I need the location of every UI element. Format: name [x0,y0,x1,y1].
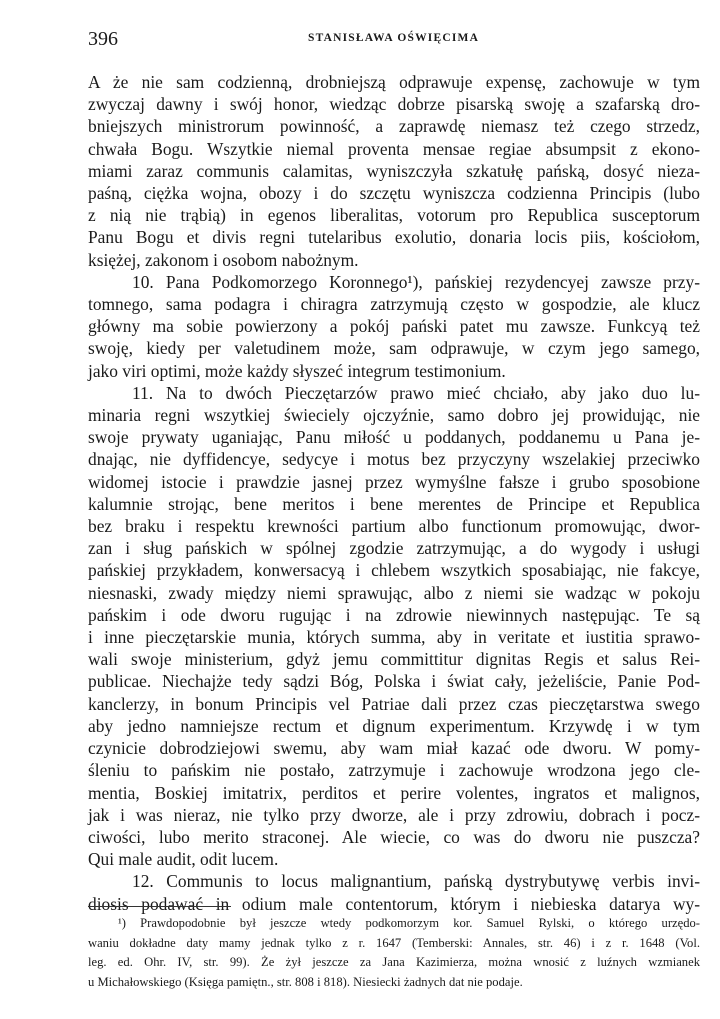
footnotes [88,914,700,992]
text-line: swoję, kiedy per valetudinem może, sam odprawuje, w czym jego samego, [88,338,700,359]
footnote-line: waniu dokładne daty mamy jednak tylko z r. 1647 (Temberski: Annales, str. 46) i z r. 1648 (Vol. [88,935,700,950]
text-line: pańskiej przykładem, konwersacyą i chlebem wszytkich sposabiając, nie fakcye, [88,560,700,581]
text-line: kanclerzy, in bonum Principis vel Patriae dali przez czas pieczętarstwa swego [88,693,700,714]
text-line: zan i sług pańskich w spólnej zgodzie zatrzymując, a do wygody i usługi [88,538,700,559]
paragraph-10-start: 10. Pana Podkomorzego Koronnego¹), pańskiej rezydencyej zawsze przy- [132,271,700,292]
footnote-line: u Michałowskiego (Księga pamiętn., str. 808 i 818). Niesiecki żadnych dat nie podaje. [88,974,523,989]
text-line: jako viri optimi, może każdy słyszeć integrum testimonium. [88,360,506,381]
text-line: chwała Bogu. Wszytkie niemal proventa mensae regiae absumpsit z ekono- [88,138,700,159]
text-line: ciwości, lubo merito straconej. Ale wiecie, co was do dworu nie puszcza? [88,826,700,847]
paragraph-11-start: 11. Na to dwóch Pieczętarzów prawo mieć chciało, aby jako duo lu- [132,382,700,403]
text-line: bez braku i respektu krewności partium albo functionum promowując, dwor- [88,516,700,537]
text-line: widomej istocie i prawdzie jasnej przez wymyślne fałsze i grubo sposobione [88,471,700,492]
text-line: kalumnie strojąc, bene meritos i bene merentes de Principe et Republica [88,493,700,514]
text-line: miami zaraz communis calamitas, wyniszczyła szkatułę pańską, dosyć nieza- [88,160,700,181]
running-title: STANISŁAWA OŚWIĘCIMA [308,32,480,44]
text-line: główny ma sobie powierzony a pokój pański patet mu zawsze. Funkcyą też [88,316,700,337]
text-line: swoje prywaty uganiając, Panu miłość u poddanych, poddanemu u Pana je- [88,427,700,448]
main-text [88,71,700,915]
text-line: wali swoje ministerium, gdyż jemu committitur dignitas Regis et salus Rei- [88,649,700,670]
text-line: jak i was nieraz, nie tylko przy dworze, ale i przy zdrowiu, dobrach i pocz- [88,804,700,825]
text-line: Panu Bogu et divis regni tutelaribus exolutio, donaria locis piis, kościołom, [88,227,700,248]
footnote-line: ¹) Prawdopodobnie był jeszcze wtedy podkomorzym kor. Samuel Rylski, o którego urzędo- [118,916,700,930]
text-line: bniejszych ministrorum powinność, a zaprawdę niemasz też czego strzedz, [88,116,700,137]
text-line: śleniu to pańskim nie postało, zatrzymuje i zachowuje wrodzona jego cle- [88,760,700,781]
text-line: aby jedno namniejsze rectum et dignum experimentum. Krzywdę i w tym [88,715,700,736]
text-line: z nią nie trąbią) in egenos liberalitas, votorum pro Republica susceptorum [88,205,700,226]
text-line: minaria regni wszytkiej świeciely ojczyźnie, samo dobro jej prowidując, nie [88,405,700,426]
text-line: zwyczaj dawny i swój honor, wiedząc dobrze pisarską swoję a szafarską dro- [88,94,700,115]
text-line: mentia, Boskiej imitatrix, perditos et perire volentes, ingratos et malignos, [88,782,700,803]
footnote-line: leg. ed. Ohr. IV, str. 99). Że żył jeszcze za Jana Kazimierza, można wnosić z luźnych wzmianek [88,955,700,970]
text-line: dnając, nie dyffidencye, sedycye i motus bez przyczyny wszelakiej przeciwko [88,449,700,470]
footnote-divider [88,906,231,907]
text-line: niesnaski, zwady między niemi sprawując, albo z niemi sie wadząc w pokoju [88,582,700,603]
text-line: i inne pieczętarskie munia, których summa, aby in veritate et iustitia sprawo- [88,627,700,648]
page-header [88,28,680,48]
paragraph-12-start: 12. Communis to locus malignantium, pańską dystrybutywę verbis invi- [132,871,700,892]
text-line: tomnego, sama podagra i chiragra zatrzymują często w gospodzie, ale klucz [88,294,700,315]
text-line: publicae. Niechajże tedy sądzi Bóg, Polska i świat cały, jeżeliście, Panie Pod- [88,671,700,692]
text-line: czynicie dobrodziejowi swemu, aby wam miał kazać ode dworu. W pomy- [88,738,700,759]
text-line: Qui male audit, odit lucem. [88,849,279,870]
text-line: księżej, zakonom i osobom nabożnym. [88,249,359,270]
text-line: diosis podawać in odium male contentorum, którym i niebieska datarya wy- [88,893,700,914]
text-line: pańskim i ode dworu rugując i na zdrowie niewinnych następując. Te są [88,604,700,625]
text-line: paśną, ciężka wojna, obozy i do szczętu wyniszcza codzienna Principis (lubo [88,183,700,204]
page-number: 396 [88,28,118,50]
text-line: A że nie sam codzienną, drobniejszą odprawuje expensę, zachowuje w tym [88,72,700,92]
